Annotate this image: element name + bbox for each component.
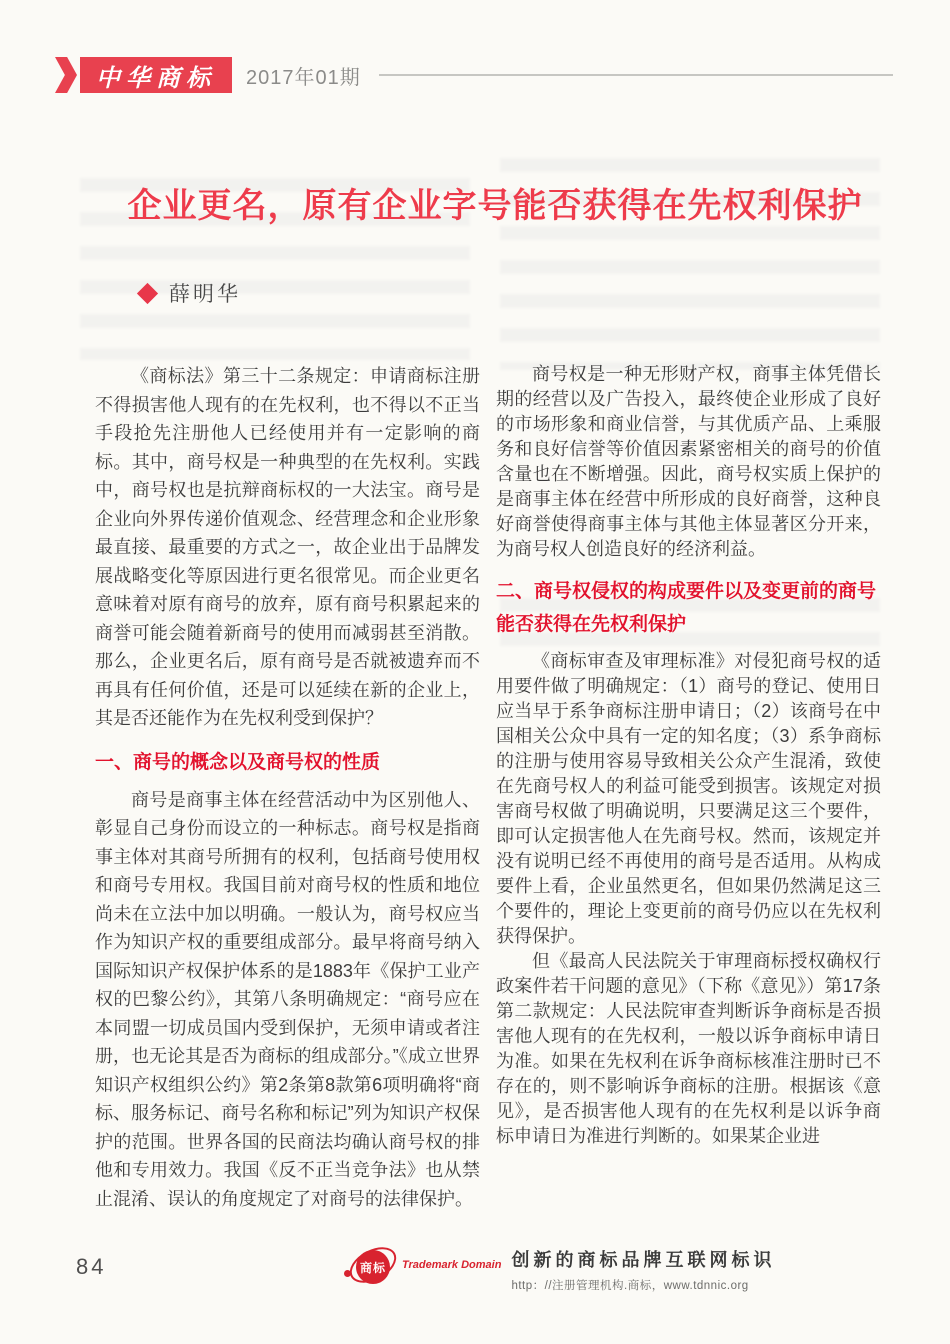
magazine-name: 中华商标 bbox=[96, 64, 216, 92]
section-heading-1: 一、商号的概念以及商号权的性质 bbox=[95, 751, 381, 773]
paragraph: 但《最高人民法院关于审理商标授权确权行政案件若干问题的意见》（下称《意见》）第17条第二款规定：人民法院审查判断诉争商标是否损害他人现有的在先权利，一般以诉争商标申请日为准。如果在先权利在诉争商标核准注册时已不存在的，则不影响诉争商标的注册。根据该《意见》，是否损害他人现有的在先权利是以诉争商标申请日为准进行判断的。如果某企业进 bbox=[496, 950, 881, 1146]
banner-chevron-icon bbox=[55, 57, 77, 93]
author-row bbox=[140, 278, 241, 308]
footer-tagline: 创新的商标品牌互联网标识 bbox=[511, 1250, 776, 1270]
trademark-domain-logo-icon bbox=[342, 1244, 398, 1294]
section-heading-2: 二、商号权侵权的构成要件以及变更前的商号能否获得在先权利保护 bbox=[496, 581, 877, 636]
logo-wordmark: Trademark Domain bbox=[402, 1259, 502, 1271]
issue-label: 2017年01期 bbox=[246, 66, 361, 89]
author-name: 薛明华 bbox=[169, 283, 241, 306]
paragraph: 商号是商事主体在经营活动中为区别他人、彰显自己身份而设立的一种标志。商号权是指商事主体对其商号所拥有的权利，包括商号使用权和商号专用权。我国目前对商号权的性质和地位尚未在立法中加以明确。一般认为，商号权应当作为知识产权的重要组成部分。最早将商号纳入国际知识产权保护体系的是1883年《保护工业产权的巴黎公约》，其第八条明确规定：“商号应在本同盟一切成员国内受到保护，无须申请或者注册，也无论其是否为商标的组成部分。”《成立世界知识产权组织公约》第2条第8款第6项明确将“商标、服务标记、商号名称和标记”列为知识产权保护的范围。世界各国的民商法均确认商号权的排他和专用效力。我国《反不正当竞争法》也从禁止混淆、误认的角度规定了对商号的法律保护。 bbox=[95, 789, 480, 1209]
page-number: 84 bbox=[76, 1254, 107, 1279]
paragraph: 商号权是一种无形财产权，商事主体凭借长期的经营以及广告投入，最终使企业形成了良好的市场形象和商业信誉，与其优质产品、上乘服务和良好信誉等价值因素紧密相关的商号的价值含量也在不断增强。因此，商号权实质上保护的是商事主体在经营中所形成的良好商誉，这种良好商誉使得商事主体与其他主体显著区分开来，为商号权人创造良好的经济利益。 bbox=[496, 364, 881, 559]
article-body bbox=[95, 362, 881, 1213]
footer-tagline-block bbox=[511, 1246, 775, 1293]
footer-site-line: http：//注册管理机构.商标，www.tdnnic.org bbox=[511, 1280, 749, 1292]
right-column bbox=[496, 362, 881, 1213]
magazine-name-banner bbox=[80, 57, 232, 93]
left-column bbox=[95, 362, 480, 1213]
paragraph: 《商标审查及审理标准》对侵犯商号权的适用要件做了明确规定：（1）商号的登记、使用日应当早于系争商标注册申请日；（2）该商号在中国相关公众中具有一定的知名度；（3）系争商标的注册与使用容易导致相关公众产生混淆，致使在先商号权人的利益可能受到损害。该规定对损害商号权做了明确说明，只要满足这三个要件，即可认定损害他人在先商号权。然而，该规定并没有说明已经不再使用的商号是否适用。从构成要件上看，企业虽然更名，但如果仍然满足这三个要件的，理论上变更前的商号仍应以在先权利获得保护。 bbox=[496, 650, 881, 946]
logo-globe: 商标 bbox=[356, 1250, 390, 1284]
logo-dot bbox=[344, 1270, 351, 1277]
page-header bbox=[55, 56, 895, 94]
footer-brand bbox=[342, 1244, 775, 1294]
author-diamond-icon bbox=[137, 282, 158, 303]
article-title: 企业更名，原有企业字号能否获得在先权利保护 bbox=[127, 187, 863, 225]
header-rule bbox=[379, 74, 893, 76]
paragraph: 《商标法》第三十二条规定：申请商标注册不得损害他人现有的在先权利，也不得以不正当手段抢先注册他人已经使用并有一定影响的商标。其中，商号权是一种典型的在先权利。实践中，商号权也是抗辩商标权的一大法宝。商号是企业向外界传递价值观念、经营理念和企业形象最直接、最重要的方式之一，故企业出于品牌发展战略变化等原因进行更名很常见。而企业更名意味着对原有商号的放弃，原有商号积累起来的商誉可能会随着新商号的使用而减弱甚至消散。那么，企业更名后，原有商号是否就被遗弃而不再具有任何价值，还是可以延续在新的企业上，其是否还能作为在先权利受到保护？ bbox=[95, 366, 480, 728]
